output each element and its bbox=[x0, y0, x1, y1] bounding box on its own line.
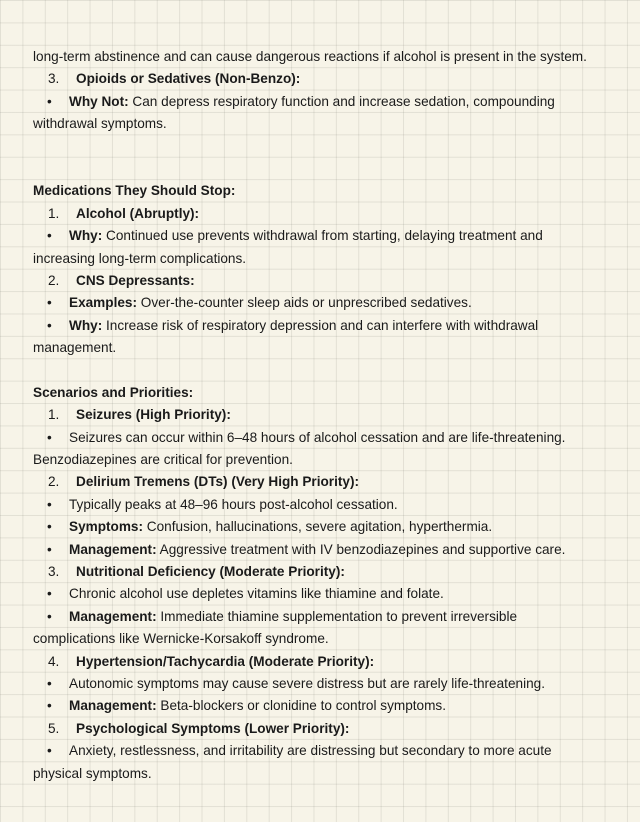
blank-line bbox=[33, 136, 610, 158]
bullet-icon: • bbox=[47, 429, 52, 445]
item-number: 1. bbox=[48, 205, 60, 221]
item-number: 4. bbox=[48, 653, 60, 669]
bullet-icon: • bbox=[47, 519, 52, 535]
bullet-item bbox=[33, 225, 610, 247]
bullet-item bbox=[33, 516, 610, 538]
bullet-icon: • bbox=[47, 608, 52, 624]
numbered-item bbox=[33, 718, 610, 740]
paragraph-line: Benzodiazepines are critical for prevention. bbox=[33, 452, 293, 468]
item-title: CNS Depressants: bbox=[76, 272, 195, 288]
bullet-icon: • bbox=[47, 295, 52, 311]
bullet-label: Management: bbox=[69, 541, 157, 557]
item-number: 3. bbox=[48, 71, 60, 87]
bullet-text: Aggressive treatment with IV benzodiazepines and supportive care. bbox=[156, 541, 566, 557]
bullet-item bbox=[33, 292, 610, 314]
bullet-icon: • bbox=[47, 541, 52, 557]
bullet-text: Autonomic symptoms may cause severe distress but are rarely life-threatening. bbox=[69, 675, 545, 691]
bullet-item bbox=[33, 695, 610, 717]
paragraph-line: complications like Wernicke-Korsakoff syndrome. bbox=[33, 631, 329, 647]
numbered-item bbox=[33, 561, 610, 583]
bullet-icon: • bbox=[47, 93, 52, 109]
bullet-text: Typically peaks at 48–96 hours post-alcohol cessation. bbox=[69, 496, 398, 512]
bullet-icon: • bbox=[47, 228, 52, 244]
bullet-label: Why: bbox=[69, 317, 103, 333]
bullet-item bbox=[33, 583, 610, 605]
bullet-text: Over-the-counter sleep aids or unprescribed sedatives. bbox=[137, 295, 472, 311]
item-title: Seizures (High Priority): bbox=[76, 407, 231, 423]
bullet-text: Beta-blockers or clonidine to control symptoms. bbox=[156, 698, 446, 714]
item-title: Psychological Symptoms (Lower Priority): bbox=[76, 720, 350, 736]
bullet-item bbox=[33, 315, 610, 337]
bullet-text: Continued use prevents withdrawal from starting, delaying treatment and bbox=[102, 228, 543, 244]
bullet-text: Confusion, hallucinations, severe agitation, hyperthermia. bbox=[143, 519, 493, 535]
bullet-icon: • bbox=[47, 496, 52, 512]
bullet-icon: • bbox=[47, 698, 52, 714]
item-title: Opioids or Sedatives (Non-Benzo): bbox=[76, 71, 301, 87]
bullet-text: Chronic alcohol use depletes vitamins like thiamine and folate. bbox=[69, 586, 444, 602]
paragraph-line: increasing long-term complications. bbox=[33, 250, 247, 266]
bullet-label: Management: bbox=[69, 698, 157, 714]
item-title: Nutritional Deficiency (Moderate Priority): bbox=[76, 563, 345, 579]
bullet-item bbox=[33, 539, 610, 561]
item-number: 2. bbox=[48, 272, 60, 288]
bullet-icon: • bbox=[47, 743, 52, 759]
item-title: Delirium Tremens (DTs) (Very High Priority): bbox=[76, 474, 360, 490]
bullet-item bbox=[33, 427, 610, 449]
bullet-item bbox=[33, 91, 610, 113]
section-heading: Scenarios and Priorities: bbox=[33, 384, 194, 400]
numbered-item bbox=[33, 68, 610, 90]
numbered-item bbox=[33, 203, 610, 225]
numbered-item bbox=[33, 651, 610, 673]
paragraph-line: management. bbox=[33, 340, 117, 356]
blank-line bbox=[33, 359, 610, 381]
item-number: 3. bbox=[48, 563, 60, 579]
bullet-text: Anxiety, restlessness, and irritability are distressing but secondary to more acute bbox=[69, 743, 552, 759]
bullet-icon: • bbox=[47, 586, 52, 602]
numbered-item bbox=[33, 404, 610, 426]
bullet-icon: • bbox=[47, 317, 52, 333]
bullet-label: Symptoms: bbox=[69, 519, 144, 535]
bullet-item bbox=[33, 740, 610, 762]
blank-line bbox=[33, 158, 610, 180]
bullet-icon: • bbox=[47, 675, 52, 691]
bullet-item bbox=[33, 606, 610, 628]
paragraph-line: withdrawal symptoms. bbox=[33, 116, 167, 132]
item-number: 5. bbox=[48, 720, 60, 736]
bullet-label: Why: bbox=[69, 228, 103, 244]
numbered-item bbox=[33, 471, 610, 493]
paragraph-line: physical symptoms. bbox=[33, 765, 152, 781]
item-title: Alcohol (Abruptly): bbox=[76, 205, 200, 221]
item-number: 2. bbox=[48, 474, 60, 490]
bullet-text: Seizures can occur within 6–48 hours of alcohol cessation and are life-threatening. bbox=[69, 429, 566, 445]
bullet-label: Examples: bbox=[69, 295, 138, 311]
paragraph-line: long-term abstinence and can cause dangerous reactions if alcohol is present in the system. bbox=[33, 49, 587, 64]
item-title: Hypertension/Tachycardia (Moderate Priority): bbox=[76, 653, 375, 669]
bullet-text: Increase risk of respiratory depression and can interfere with withdrawal bbox=[102, 317, 539, 333]
section-heading: Medications They Should Stop: bbox=[33, 183, 236, 199]
bullet-item bbox=[33, 673, 610, 695]
bullet-item bbox=[33, 494, 610, 516]
bullet-label: Why Not: bbox=[69, 93, 129, 109]
bullet-label: Management: bbox=[69, 608, 157, 624]
item-number: 1. bbox=[48, 407, 60, 423]
bullet-text: Immediate thiamine supplementation to prevent irreversible bbox=[156, 608, 518, 624]
numbered-item bbox=[33, 270, 610, 292]
bullet-text: Can depress respiratory function and increase sedation, compounding bbox=[128, 93, 555, 109]
